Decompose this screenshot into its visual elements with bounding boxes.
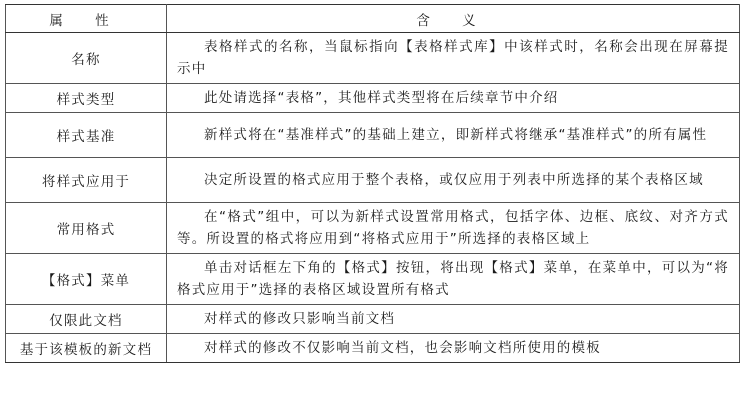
table-row bbox=[6, 203, 740, 254]
header-row bbox=[6, 5, 740, 33]
table-row bbox=[6, 84, 740, 113]
row-property: 名称 bbox=[6, 33, 167, 84]
style-properties-table-container bbox=[5, 4, 739, 363]
row-meaning: 单击对话框左下角的【格式】按钮，将出现【格式】菜单，在菜单中，可以为“将格式应用于”选择的表格区域设置所有格式 bbox=[167, 254, 740, 305]
row-meaning: 新样式将在“基准样式”的基础上建立，即新样式将继承“基准样式”的所有属性 bbox=[167, 113, 740, 158]
header-property-label: 属 性 bbox=[49, 12, 123, 29]
row-property: 样式类型 bbox=[6, 84, 167, 113]
row-meaning: 对样式的修改只影响当前文档 bbox=[167, 305, 740, 334]
row-property: 样式基准 bbox=[6, 113, 167, 158]
table-row bbox=[6, 334, 740, 363]
header-property bbox=[6, 5, 167, 33]
style-properties-table bbox=[5, 4, 740, 363]
row-property: 常用格式 bbox=[6, 203, 167, 254]
row-property: 基于该模板的新文档 bbox=[6, 334, 167, 363]
row-property: 仅限此文档 bbox=[6, 305, 167, 334]
table-row bbox=[6, 33, 740, 84]
row-meaning: 在“格式”组中，可以为新样式设置常用格式，包括字体、边框、底纹、对齐方式等。所设置的格式将应用到“将格式应用于”所选择的表格区域上 bbox=[167, 203, 740, 254]
table-row bbox=[6, 158, 740, 203]
table-header bbox=[6, 5, 740, 33]
table-row bbox=[6, 113, 740, 158]
table-row bbox=[6, 254, 740, 305]
table-row bbox=[6, 305, 740, 334]
table-body bbox=[6, 33, 740, 363]
row-meaning: 决定所设置的格式应用于整个表格，或仅应用于列表中所选择的某个表格区域 bbox=[167, 158, 740, 203]
row-meaning: 此处请选择“表格”，其他样式类型将在后续章节中介绍 bbox=[167, 84, 740, 113]
row-property: 将样式应用于 bbox=[6, 158, 167, 203]
row-meaning: 表格样式的名称，当鼠标指向【表格样式库】中该样式时，名称会出现在屏幕提示中 bbox=[167, 33, 740, 84]
header-meaning bbox=[167, 5, 740, 33]
row-property: 【格式】菜单 bbox=[6, 254, 167, 305]
row-meaning: 对样式的修改不仅影响当前文档，也会影响文档所使用的模板 bbox=[167, 334, 740, 363]
header-meaning-label: 含 义 bbox=[416, 12, 490, 29]
